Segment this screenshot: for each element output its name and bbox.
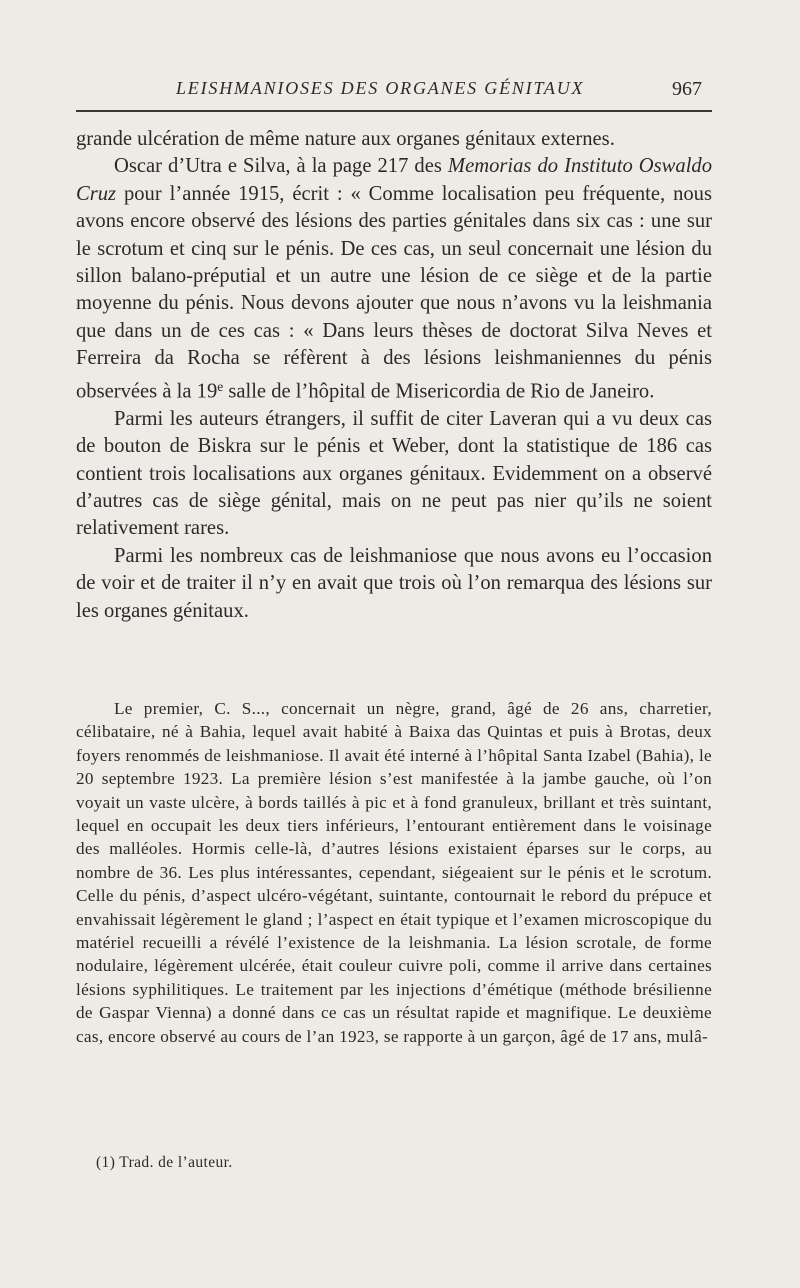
case-report-text: Le premier, C. S..., concernait un nègre, grand, âgé de 26 ans, charretier, célibataire, né à Bahia, lequel avait habité à Baixa das Quintas et puis à Brotas, deux foyers renommés de leishmaniose. Il avait été interné à l’hôpital Santa Izabel (Bahia), le 20 septembre 1923. La première lésion s’est manifestée à la jambe gauche, où l’on voyait un vaste ulcère, à bords taillés à pic et à fond granuleux, brillant et très suintant, lequel en occupait les deux tiers inférieurs, l’entourant entièrement dans le voisinage des malléoles. Hormis celle-là, d’autres lésions existaient éparses sur le corps, au nombre de 36. Les plus intéressantes, cependant, siégeaient sur le pénis et le scrotum. Celle du pénis, d’aspect ulcéro-végétant, suintante, contournait le rebord du prépuce et envahissait légèrement le gland ; l’aspect en était typique et l’examen microscopique du matériel recueilli a révélé l’existence de la leishmania. La lésion scrotale, de forme nodulaire, légèrement ulcérée, était couleur cuivre poli, comme il arrive dans certaines lésions syphilitiques. Le traitement par les injections d’émétique (méthode brésilienne de Gaspar Vienna) a donné dans ce cas un résultat rapide et magnifique. Le deuxième cas, encore observé au cours de l’an 1923, se rapporte à un garçon, âgé de 17 ans, mulâ- bbox=[76, 699, 712, 1046]
case-report bbox=[76, 697, 712, 1048]
paragraph-continuation: grande ulcération de même nature aux organes génitaux externes. bbox=[76, 128, 615, 150]
header-rule bbox=[76, 110, 712, 112]
running-title: LEISHMANIOSES DES ORGANES GÉNITAUX bbox=[176, 78, 585, 98]
paragraph-text: salle de l’hôpital de Misericordia de Rio de Janeiro. bbox=[223, 380, 655, 403]
paragraph-own-cases: Parmi les nombreux cas de leishmaniose que nous avons eu l’occasion de voir et de traiter il n’y en avait que trois où l’on remarqua des lésions sur les organes génitaux. bbox=[76, 544, 712, 622]
superscript: e bbox=[217, 378, 224, 394]
main-text bbox=[76, 126, 712, 625]
journal-title: Memorias do Instituto Oswaldo Cruz bbox=[76, 155, 713, 205]
footnote: (1) Trad. de l’auteur. bbox=[96, 1154, 233, 1171]
running-header bbox=[76, 74, 712, 110]
page-number: 967 bbox=[672, 78, 702, 100]
paragraph-foreign-authors: Parmi les auteurs étrangers, il suffit de citer Laveran qui a vu deux cas de bouton de Biskra sur le pénis et Weber, dont la statistique de 186 cas contient trois localisations aux organes génitaux. Evidemment on a observé d’autres cas de siège génital, mais on ne peut pas nier qu’ils ne soient relativement rares. bbox=[76, 407, 712, 540]
paragraph-text: Oscar d’Utra e Silva, à la page 217 des bbox=[114, 155, 448, 178]
paragraph-text: pour l’année 1915, écrit : « Comme localisation peu fréquente, nous avons encore observé des lésions des parties génitales dans six cas : une sur le scrotum et cinq sur le pénis. De ces cas, un seul concernait une lésion du sillon balano-préputial et un autre une lésion de ce siège et de la partie moyenne du pénis. Nous devons ajouter que nous n’avons vu la leishmania que dans un de ces cas : « Dans leurs thèses de doctorat Silva Neves et Ferreira da Rocha se réfèrent à des lésions leishmaniennes du pénis observées à la 19 bbox=[76, 182, 712, 403]
paragraph-utra-e-silva bbox=[76, 153, 712, 405]
